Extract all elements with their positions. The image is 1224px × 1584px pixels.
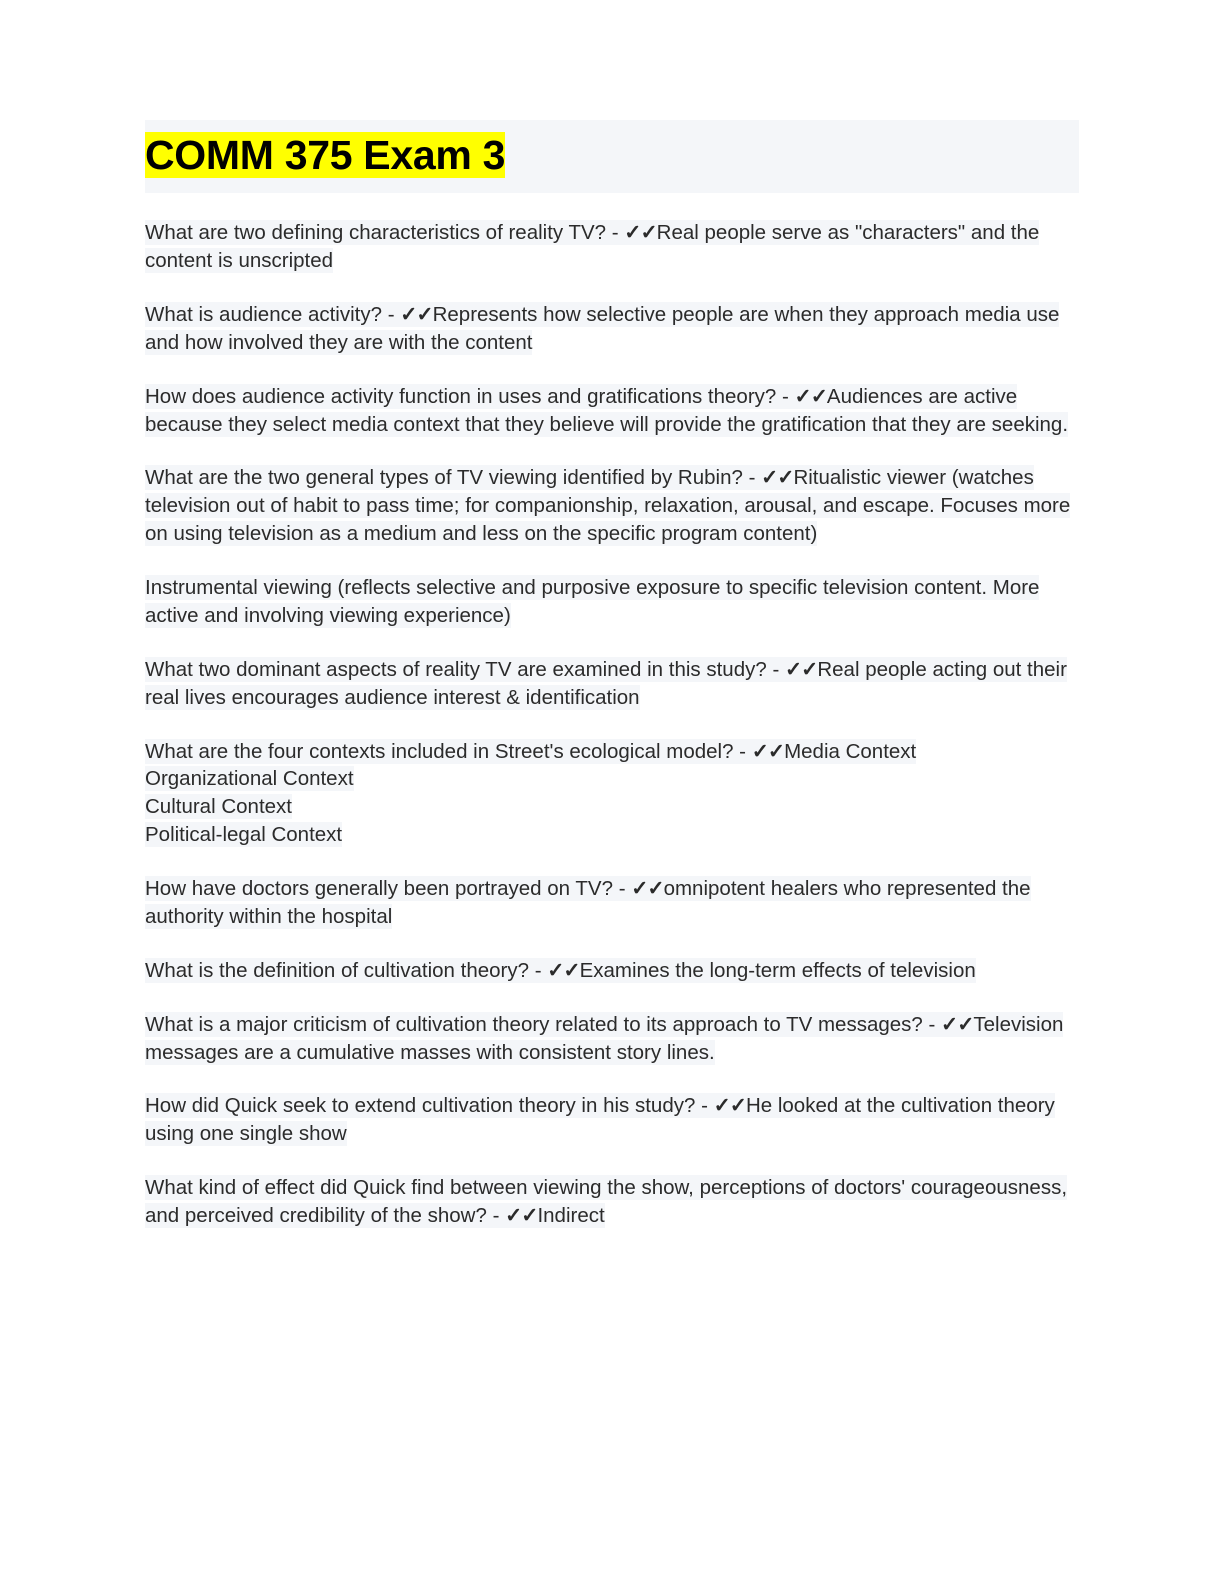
answer-text: Real people serve as "characters" and the content is unscripted (145, 221, 1040, 273)
double-check-icon: ✓✓ (631, 877, 664, 901)
qa-block (145, 301, 1079, 357)
answer-extra-text: Cultural Context (145, 795, 292, 819)
double-check-icon: ✓✓ (784, 657, 818, 681)
qa-line (145, 1174, 1079, 1230)
answer-text: Media Context (784, 739, 917, 763)
qa-separator: - (695, 1094, 714, 1118)
qa-block (145, 957, 1079, 985)
qa-block (145, 1092, 1079, 1148)
qa-block (145, 219, 1079, 275)
qa-separator: - (606, 221, 625, 245)
qa-block (145, 574, 1079, 630)
qa-line (145, 656, 1079, 712)
qa-block (145, 656, 1079, 712)
qa-highlight (145, 1012, 1063, 1065)
qa-highlight (145, 958, 976, 983)
double-check-icon: ✓✓ (713, 1094, 746, 1118)
answer-text: He looked at the cultivation theory using one single show (145, 1094, 1055, 1146)
double-check-icon: ✓✓ (547, 958, 580, 982)
answer-extra-line (145, 793, 1079, 821)
question-text: What is audience activity? (145, 302, 383, 326)
question-text: What is a major criticism of cultivation theory related to its approach to TV messages? (145, 1012, 923, 1036)
qa-line (145, 957, 1079, 985)
qa-block (145, 738, 1079, 850)
question-text: What is the definition of cultivation theory? (145, 958, 530, 982)
qa-block (145, 1011, 1079, 1067)
qa-separator: - (766, 657, 785, 681)
qa-separator: - (486, 1204, 506, 1228)
qa-highlight (145, 657, 1067, 710)
answer-text: Represents how selective people are when they approach media use and how involved they are with the content (145, 302, 1060, 354)
qa-separator: - (613, 877, 632, 901)
qa-highlight (145, 739, 916, 764)
answer-text: Television messages are a cumulative masses with consistent story lines. (145, 1012, 1064, 1064)
double-check-icon: ✓✓ (794, 384, 827, 408)
qa-highlight (145, 1175, 1067, 1228)
double-check-icon: ✓✓ (751, 739, 785, 763)
qa-block (145, 1174, 1079, 1230)
qa-block (145, 464, 1079, 548)
qa-plain-line (145, 574, 1079, 630)
qa-line (145, 219, 1079, 275)
qa-highlight (145, 384, 1068, 437)
answer-text: Indirect (537, 1204, 605, 1228)
double-check-icon: ✓✓ (761, 466, 794, 490)
page-title: COMM 375 Exam 3 (145, 132, 506, 178)
answer-text: Real people acting out their real lives encourages audience interest & identification (145, 657, 1067, 709)
qa-line (145, 464, 1079, 548)
question-text: How did Quick seek to extend cultivation theory in his study? (145, 1094, 696, 1118)
qa-highlight (145, 302, 1059, 355)
question-text: What are the two general types of TV viewing identified by Rubin? (145, 466, 743, 490)
double-check-icon: ✓✓ (624, 221, 657, 245)
double-check-icon: ✓✓ (400, 302, 433, 326)
question-text: What are the four contexts included in Street's ecological model? (145, 739, 734, 763)
qa-separator: - (776, 384, 795, 408)
answer-text: Examines the long-term effects of television (579, 958, 976, 982)
answer-text: Audiences are active because they select media context that they believe will provide the gratification that they are seeking. (145, 384, 1069, 436)
qa-line (145, 1092, 1079, 1148)
qa-highlight (145, 220, 1039, 273)
qa-line (145, 875, 1079, 931)
answer-text: Ritualistic viewer (watches television out of habit to pass time; for companionship, relaxation, arousal, and escape. Focuses more on using television as a medium and less on the specific program content) (145, 466, 1071, 546)
question-text: What kind of effect did Quick find between viewing the show, perceptions of doctors' courageousness, and perceived credibility of the show? (145, 1176, 1068, 1228)
answer-extra-text: Political-legal Context (145, 823, 343, 847)
question-text: What are two defining characteristics of reality TV? (145, 221, 607, 245)
qa-separator: - (382, 302, 401, 326)
qa-line (145, 383, 1079, 439)
qa-list (145, 219, 1079, 1230)
answer-extra-line (145, 765, 1079, 793)
qa-block (145, 383, 1079, 439)
qa-line (145, 301, 1079, 357)
double-check-icon: ✓✓ (505, 1204, 538, 1228)
qa-separator: - (733, 739, 752, 763)
qa-line (145, 1011, 1079, 1067)
qa-separator: - (742, 466, 762, 490)
qa-separator: - (529, 958, 548, 982)
qa-separator: - (922, 1012, 942, 1036)
answer-text: omnipotent healers who represented the authority within the hospital (145, 877, 1031, 928)
qa-block (145, 875, 1079, 931)
question-text: How does audience activity function in uses and gratifications theory? (145, 384, 777, 408)
title-band (145, 120, 1079, 193)
question-text: How have doctors generally been portrayed on TV? (145, 877, 613, 901)
question-text: What two dominant aspects of reality TV are examined in this study? (145, 657, 767, 681)
qa-highlight (145, 1093, 1055, 1146)
qa-line (145, 738, 1079, 766)
double-check-icon: ✓✓ (941, 1012, 974, 1036)
answer-extra-line (145, 821, 1079, 849)
qa-highlight (145, 876, 1031, 929)
qa-plain-text: Instrumental viewing (reflects selective and purposive exposure to specific television content. More active and involving viewing experience) (145, 576, 1040, 627)
qa-highlight (145, 465, 1070, 546)
answer-extra-text: Organizational Context (145, 767, 354, 791)
